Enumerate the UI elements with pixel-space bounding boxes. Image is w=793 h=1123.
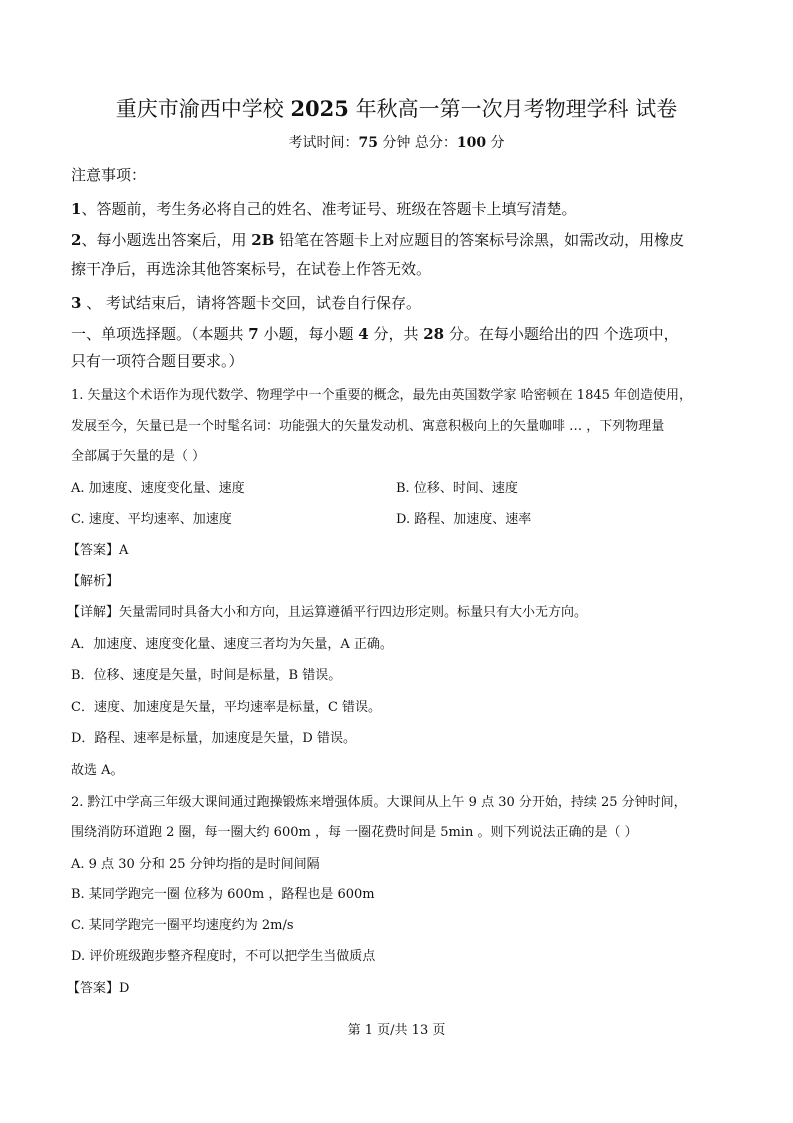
notice-item-number: 2 [71,231,82,249]
exam-subtitle [0,136,793,150]
section-heading-text: 分。在每小题给出的四 个选项中， [444,325,679,343]
answer-tag: 【答案】 [67,981,120,996]
analysis-tag: 【解析】 [67,574,120,589]
q1-explain-c: C．速度、加速度是矢量，平均速率是标量，C 错误。 [71,700,382,715]
subtitle-score-label: 分钟 总分： [377,135,457,151]
notice-item-text: 、每小题选出答案后，用 [81,231,252,249]
section-points-total: 28 [423,325,445,343]
answer-value: D [119,981,130,996]
notice-item-text: 、答题前，考生务必将自己的姓名、准考证号、班级在答题卡上填写清楚。 [81,200,577,218]
notice-item-text: 、 考试结束后，请将答题卡交回，试卷自行保存。 [81,294,421,312]
q1-conclusion: 故选 A。 [71,763,124,778]
answer-tag: 【答案】 [67,543,120,558]
section-count: 7 [248,325,259,343]
q1-option-a: A. 加速度、速度变化量、速度 [71,481,245,496]
q1-stem-line-1: 1. 矢量这个术语作为现代数学、物理学中一个重要的概念，最先由英国数学家 哈密顿在 1845 年创造使用， [71,388,693,403]
notice-item-number: 3 [71,294,82,312]
section-points-each: 4 [358,325,369,343]
q1-explain-d: D．路程、速率是标量，加速度是矢量，D 错误。 [71,731,356,746]
subtitle-unit: 分 [486,135,505,151]
subtitle-time-label: 考试时间： [288,135,359,151]
notice-item-number: 1 [71,200,82,218]
q1-option-b: B. 位移、时间、速度 [396,481,518,496]
notice-heading: 注意事项： [71,166,147,184]
notice-item-3 [71,296,421,311]
q1-answer [67,543,129,558]
notice-item-2 [71,233,684,248]
exam-title [0,98,793,120]
q2-stem-line-1: 2. 黔江中学高三年级大课间通过跑操锻炼来增强体质。大课间从上午 9 点 30 分开始，持续 25 分钟时间， [71,795,687,810]
q1-analysis-tag [67,574,120,589]
title-year: 2025 [290,96,349,121]
notice-item-2-cont: 擦干净后，再选涂其他答案标号，在试卷上作答无效。 [71,260,432,278]
section-heading-text: 一、单项选择题。（本题共 [71,325,249,343]
section-heading-text: 小题，每小题 [258,325,359,343]
notice-item-bold: 2B [251,231,275,249]
q1-option-c: C. 速度、平均速率、加速度 [71,512,232,527]
q2-stem-line-2: 围绕消防环道跑 2 圈，每一圈大约 600m ，每 一圈花费时间是 5min 。则下列说法正确的是（ ） [71,825,638,840]
answer-value: A [119,543,129,558]
subtitle-time-value: 75 [358,135,378,151]
q2-option-d: D. 评价班级跑步整齐程度时，不可以把学生当做质点 [71,949,376,964]
q1-option-d: D. 路程、加速度、速率 [396,512,532,527]
notice-item-text: 铅笔在答题卡上对应题目的答案标号涂黑，如需改动，用橡皮 [274,231,685,249]
page-number-footer: 第 1 页/共 13 页 [347,1023,446,1038]
q2-option-a: A. 9 点 30 分和 25 分钟均指的是时间间隔 [71,857,320,872]
detail-tag: 【详解】 [67,605,120,620]
section-heading-cont: 只有一项符合题目要求。） [71,352,244,370]
q1-stem-line-3: 全部属于矢量的是（ ） [71,449,206,464]
q2-answer [67,981,130,996]
q1-explain-a: A．加速度、速度变化量、速度三者均为矢量，A 正确。 [71,637,393,652]
title-text-rest: 年秋高一第一次月考物理学科 试卷 [348,97,678,121]
section-heading-text: 分，共 [368,325,424,343]
section-heading [71,327,679,342]
title-text: 重庆市渝西中学校 [115,97,291,121]
q1-stem-line-2: 发展至今，矢量已是一个时髦名词：功能强大的矢量发动机、寓意积极向上的矢量咖啡 … ，下列物理量 [71,419,665,434]
q2-option-b: B. 某同学跑完一圈 位移为 600m ，路程也是 600m [71,887,375,902]
subtitle-score-value: 100 [456,135,487,151]
q1-explain-b: B．位移、速度是矢量，时间是标量，B 错误。 [71,668,342,683]
detail-text: 矢量需同时具备大小和方向，且运算遵循平行四边形定则。标量只有大小无方向。 [119,605,588,620]
q1-detail [67,605,588,620]
notice-item-1 [71,202,576,217]
q2-option-c: C. 某同学跑完一圈平均速度约为 2m/s [71,918,294,933]
